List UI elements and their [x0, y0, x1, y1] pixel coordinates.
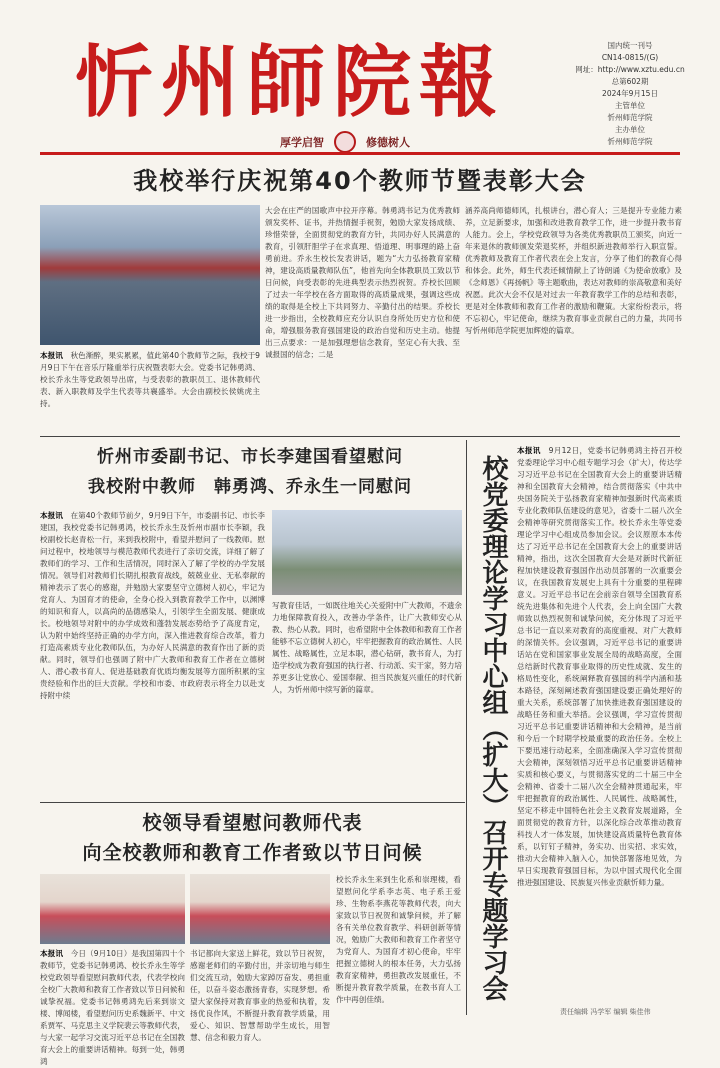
masthead-title: 忻州師院報	[74, 37, 505, 128]
editor-credit: 责任编辑 冯学军 编辑 柴佳伟	[560, 1008, 651, 1016]
info-line: 主办单位	[615, 125, 645, 134]
info-line: 国内统一刊号	[607, 41, 653, 50]
article3-headline-text: 校党委理论学习中心组（扩大）召开专题学习会	[478, 454, 508, 1001]
info-line: 忻州师范学院	[607, 137, 653, 146]
article3-headline	[478, 445, 508, 1010]
article1-caption	[40, 350, 260, 434]
article3-body	[517, 445, 682, 1003]
article2-col1	[40, 510, 265, 798]
info-line: 总第602期	[611, 77, 649, 86]
info-line: CN14-0815/(G)	[601, 53, 659, 62]
article4-col2: 书记都向大家送上鲜花，致以节日祝贺，感谢老师们的辛勤付出，并亲切地与师生们交流互动，勉励大家踔厉奋发、勇担重任，以奋斗姿态激扬青春，实现梦想。希望大家保持对教育事业的热爱和执着，发扬优良作风，不断提升教育教学质量，用爱心、知识、智慧帮助学生成长，用智慧、信念和毅力育人。	[190, 949, 330, 1042]
article2-headline	[40, 442, 460, 504]
article4-headline-line2: 向全校教师和教育工作者致以节日问候	[82, 842, 423, 864]
article3-body-text: 9月12日，党委书记韩勇鸿主持召开校党委理论学习中心组专题学习会（扩大），传达学习习近平总书记在全国教育大会上的重要讲话精神和全国教育大会精神，结合贯彻落实《中共中央国务院关于弘扬教育家精神加强新时代高素质专业化教师队伍建设的意见》，省委十二届八次全会精神等研究贯彻落实工作。校长乔永生等党委理论学习中心组成员参加会议。会议原原本本传达了习近平总书记在全国教育大会上的重要讲话精神，指出，这次全国教育大会是对新时代新征程加快建设教育强国作出动员部署的一次重要会议，在我国教育发展史上具有十分重要的里程碑意义。习近平总书记在会前亲自领导全国教育系统先进集体和先进个人代表，会上向全国广大教师致以热烈祝贺和诚挚问候，充分体现了习近平总书记一直以来对教育的高度重视、对广大教师的深情关怀。会议强调，习近平总书记的重要讲话站在党和国家事业发展全局的战略高度，全面总结新时代教育事业取得的历史性成就、发生的格局性变化，系统阐释教育强国的科学内涵和基本路径，深刻阐述教育强国建设要正确处理好的重大关系，系统部署了加快推进教育强国建设的战略任务和重大举措。会议强调，学习宣传贯彻习近平总书记重要讲话精神和大会精神，是当前和今后一个时期学校最重要的政治任务。全校上下要迅速行动起来，全面准确深入学习宣传贯彻大会精神，深刻领悟习近平总书记重要讲话精神实质和核心要义，与贯彻落实党的二十届三中全会精神、省委十二届八次全会精神贯通起来，牢牢把握教育的政治属性、人民属性、战略属性，坚定不移走中国特色社会主义教育发展道路，全面贯彻党的教育方针，以深化综合改革推动教育科技人才一体发展，加快建设高质量特色教育体系，以钉钉子精神，务实功、出实招、求实效，推动大会精神入脑入心，加快部署落地见效，为早日实现教育强国目标，为以中国式现代化全面推进强国建设、民族复兴伟业贡献忻师力量。	[517, 446, 682, 887]
vertical-divider	[466, 440, 467, 1015]
divider	[40, 436, 680, 437]
lead-label: 本报讯	[517, 446, 541, 455]
motto	[175, 132, 515, 152]
article2-col2: 写教育佳话，一如既往地关心关爱附中广大教师，不遗余力地保障教育投入，改善办学条件，让广大教师安心从教、热心从教。同时，也希望附中全体教师和教育工作者能够不忘立德树人初心，牢牢把握教育的政治属性、人民属性、战略属性，立足本职，潜心钻研，教书育人，为打造学校成为教育强国的执行者、行动派、实干家，努力培养更多让党放心、爱国奉献、担当民族复兴重任的时代新人，为忻州师中续写新的篇章。	[272, 601, 462, 694]
article2-col1-text: 在第40个教师节前夕，9月9日下午，市委副书记、市长李建国，我校党委书记韩勇鸿，校长乔永生及忻州市副市长李颖，我校副校长赵青松一行，来到我校附中，看望并慰问了一线教师。慰问过程中，校地领导与模范教师代表进行了亲切交流，详细了解了教师们的学习、工作和生活情况，同时深入了解了学校的办学发展情况。领导们对教师们长期扎根教育战线，兢兢业业、无私奉献的精神表示了衷心的感谢，并勉励大家要坚守立德树人初心，牢记为党育人、为国育才的使命，全身心投入到教育教学工作中，以渊博的知识和育人，以高尚的品德感染人，引领学生全面发展、健康成长。校地领导对附中的办学成效和蓬勃发展态势给予了高度肯定，认为附中始终坚持正确的办学方向，深入推进教育综合改革，着力打造高素质专业化教师队伍，为办好人民满意的教育作出了新的贡献。同时，领导们也强调了附中广大教师和教育工作者在立德树人、潜心教书育人、促进基础教育优质均衡发展等方面所积累的宝贵经验和作出的巨大贡献。学校和市委、市政府表示将全力以赴支持附中续	[40, 511, 266, 700]
info-line: 主管单位	[615, 101, 645, 110]
caption-text: 秋色渐醉，果实累累，值此第40个教师节之际，我校于9月9日下午在音乐厅隆重举行庆祝暨表彰大会。党委书记韩勇鸿、校长乔永生等党政领导出席，与受表彰的教职员工、退休教师代表、新入职教师及学生代表等共襄盛举。大会由副校长侯姚虎主持。	[40, 351, 261, 408]
article4-photo-1	[40, 874, 185, 944]
article4-col1-text: 今日（9月10日）是我国第四十个教师节，党委书记韩勇鸿、校长乔永生等学校党政领导看望慰问教师代表，代表学校向全校广大教师和教育工作者致以节日问候和诚挚祝福。党委书记韩勇鸿先后来到崇文楼、博闻楼，看望慰问历史系魏新平、中文系贾军、马克思主义学院裴云等教师代表，与大家一起学习交流习近平总书记在全国教育大会上的重要讲话精神。每到一处，韩勇鸿	[40, 949, 185, 1066]
article1-photo	[40, 205, 260, 345]
article4-photo-2	[190, 874, 330, 944]
article2-headline-line1: 忻州市委副书记、市长李建国看望慰问	[97, 447, 403, 467]
article4-col3: 校长乔永生来到生化系和崇理楼，看望慰问化学系李志英、电子系王爱珍、生物系李燕花等教师代表，向大家致以节日祝贺和诚挚问候，并了解各有关单位教育教学、科研创新等情况，勉励广大教师和教育工作者坚守为党育人、为国育才初心使命，牢牢把握立德树人的根本任务，大力弘扬教育家精神，勇担教改发展重任，不断提升教育教学质量，在教书育人工作中再创佳绩。	[336, 875, 461, 1004]
info-line: 网址：http://www.xztu.edu.cn	[575, 65, 685, 74]
divider	[40, 802, 465, 803]
lead-label: 本报讯	[40, 351, 63, 360]
info-line: 忻州师范学院	[607, 113, 653, 122]
masthead-rule	[40, 152, 680, 155]
article4-col1	[40, 948, 185, 1066]
article4-headline	[40, 808, 465, 870]
article1-headline: 我校举行庆祝第40个教师节暨表彰大会	[133, 167, 587, 195]
article4-headline-line1: 校领导看望慰问教师代表	[142, 812, 363, 834]
article1-col2: 大会在庄严的国歌声中拉开序幕。韩勇鸿书记为优秀教师颁发奖杯、证书，并热情握手祝贺，勉励大家发扬成绩、珍惜荣誉，全面贯彻党的教育方针，共同办好人民满意的教育，引领肝胆学子在求真理、悟道理、明事理的路上奋勇前进。乔永生校长发表讲话，题为“大力弘扬教育家精神，建设高质量教师队伍”，他首先向全体教职员工致以节日问候，向受表彰的先进典型表示热烈祝贺。乔校长回顾了过去一年学校在各方面取得的高质量成果，强调这些成绩的取得是全校上下共同努力、辛勤付出的结果。乔校长进一步指出，全校教师应充分认识自身所处历史方位和使命，增强服务教育强国建设的政治自觉和历史主动。他提出三点要求：一是加强理想信念教育，坚定心有大我、至诚报国的信念；二是	[265, 206, 460, 359]
motto-right: 修德树人	[366, 136, 410, 149]
publication-info	[575, 40, 685, 148]
lead-label: 本报讯	[40, 511, 63, 520]
article2-headline-line2: 我校附中教师 韩勇鸿、乔永生一同慰问	[88, 477, 412, 497]
article1-col3: 涵养高尚师德师风，扎根讲台，潜心育人；三是提升专业能力素养，立足新要求，加强和改进教育教学工作，进一步提升教书育人能力。会上，学校党政领导为各类优秀教职员工颁奖，向近一年来退休的教师颁发荣退奖杯，并组织新进教师举行入职宣誓。优秀教师及教育工作者代表在会上发言，分享了他们的教育心得和体会。此外，师生代表还倾情献上了诗朗诵《为使命放歌》及《念师恩》《再扬帆》等主题歌曲，表达对教师的崇高敬意和美好祝愿。此次大会不仅是对过去一年教育教学工作的总结和表彰，更是对全体教师和教育工作者的激励和鞭策。大家纷纷表示，将不忘初心，牢记使命，继续为教育事业贡献自己的力量，共同书写忻州师范学院更加辉煌的篇章。	[465, 206, 682, 335]
school-seal-icon	[334, 131, 356, 153]
article2-photo	[272, 510, 462, 595]
motto-left: 厚学启智	[280, 136, 324, 149]
lead-label: 本报讯	[40, 949, 64, 958]
info-line: 2024年9月15日	[602, 89, 658, 98]
